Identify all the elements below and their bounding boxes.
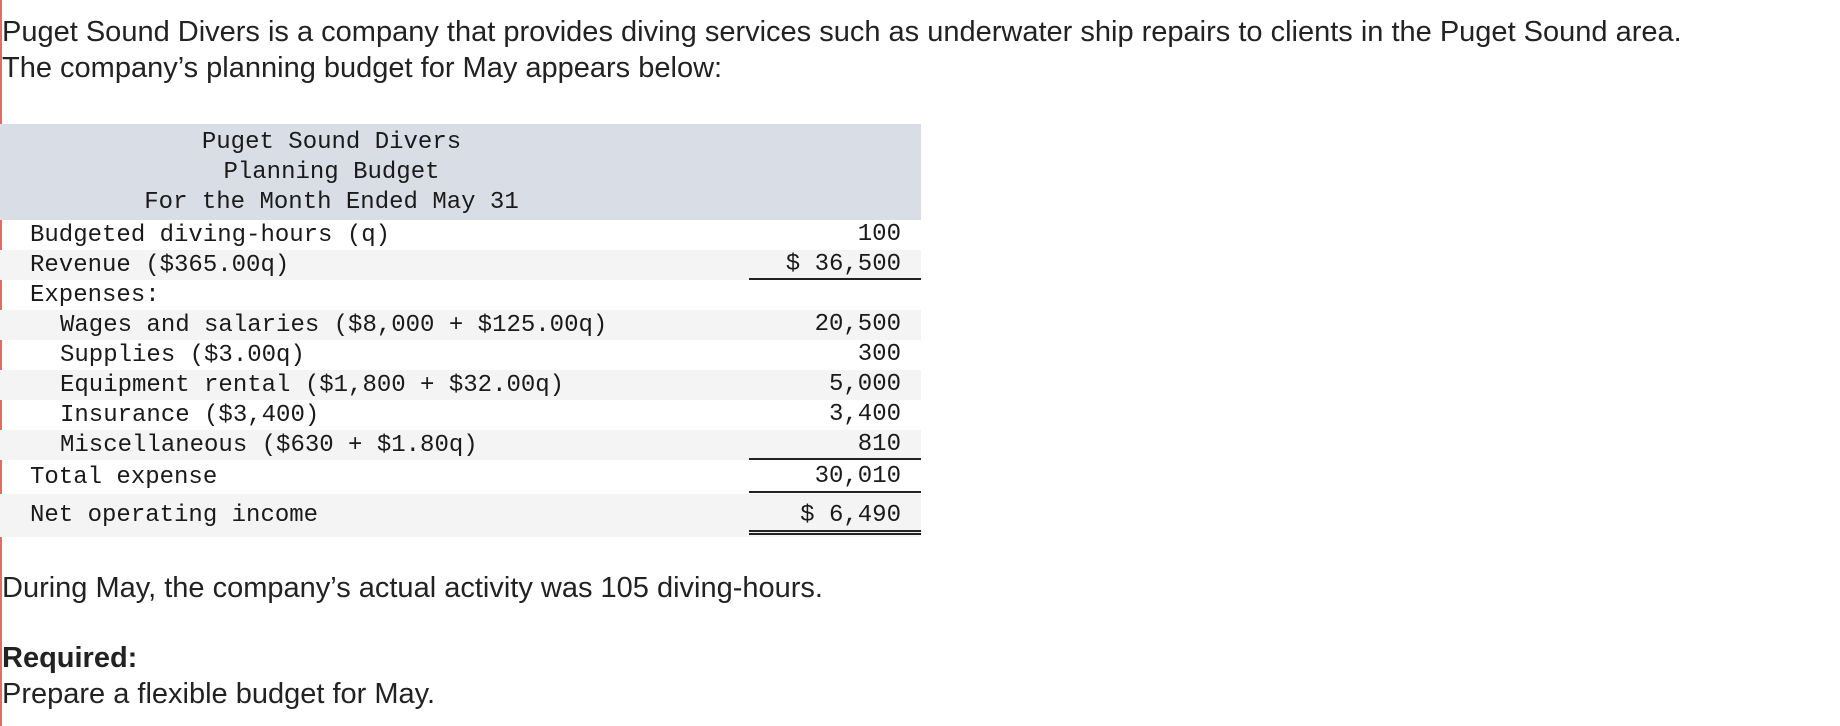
row-amount: 5,000 xyxy=(828,371,901,398)
table-row xyxy=(0,430,921,460)
table-row xyxy=(0,460,921,494)
required-text: Prepare a flexible budget for May. xyxy=(2,678,436,710)
table-row xyxy=(0,494,921,537)
row-label: Equipment rental ($1,800 + $32.00q) xyxy=(60,371,565,399)
intro-line-1: Puget Sound Divers is a company that provides diving services such as underwater ship repairs to clients in the Puget Sound area. xyxy=(2,16,1682,48)
intro-paragraph xyxy=(2,14,1832,86)
row-amount xyxy=(749,280,921,310)
planning-budget-table xyxy=(0,124,921,537)
report-name: Planning Budget xyxy=(223,159,440,186)
table-row xyxy=(0,310,921,340)
table-row xyxy=(0,250,921,280)
row-label: Budgeted diving-hours (q) xyxy=(30,221,391,249)
row-label: Revenue ($365.00q) xyxy=(30,251,290,279)
row-amount: 810 xyxy=(749,430,921,460)
row-label: Wages and salaries ($8,000 + $125.00q) xyxy=(60,311,608,339)
row-label: Supplies ($3.00q) xyxy=(60,341,305,369)
budget-header xyxy=(0,124,921,220)
row-amount: 300 xyxy=(857,341,901,368)
row-label: Insurance ($3,400) xyxy=(60,401,320,429)
row-amount: $ 36,500 xyxy=(749,250,921,280)
row-amount: $ 6,490 xyxy=(749,497,921,535)
row-label: Net operating income xyxy=(30,502,319,529)
row-label: Total expense xyxy=(30,463,218,491)
row-amount: 3,400 xyxy=(828,401,901,428)
table-row xyxy=(0,280,921,310)
required-heading: Required: xyxy=(2,642,138,674)
row-amount: 30,010 xyxy=(749,461,921,493)
row-amount: 100 xyxy=(857,221,901,248)
intro-line-2: The company’s planning budget for May appears below: xyxy=(2,52,723,84)
report-period: For the Month Ended May 31 xyxy=(144,189,519,216)
table-row xyxy=(0,220,921,250)
row-label: Expenses: xyxy=(30,281,160,309)
company-name: Puget Sound Divers xyxy=(201,129,462,156)
table-row xyxy=(0,340,921,370)
table-row xyxy=(0,370,921,400)
activity-text: During May, the company’s actual activity was 105 diving-hours. xyxy=(2,572,823,604)
row-label: Miscellaneous ($630 + $1.80q) xyxy=(60,431,478,459)
table-row xyxy=(0,400,921,430)
row-amount: 20,500 xyxy=(814,311,901,338)
